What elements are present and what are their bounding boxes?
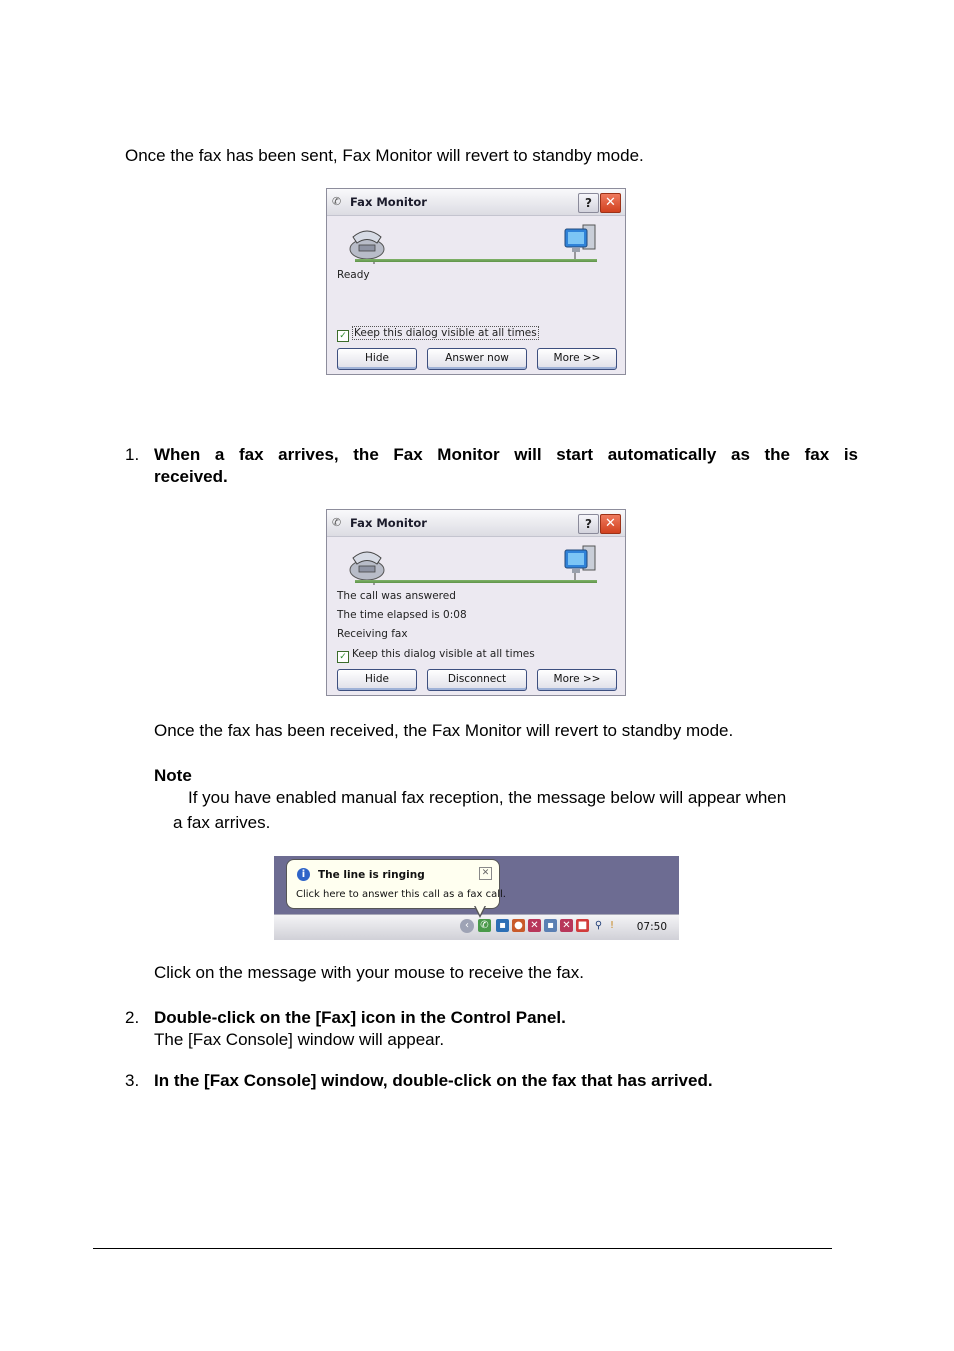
tray-chevron-icon[interactable]: ‹ (460, 919, 474, 933)
after-receive-text: Once the fax has been received, the Fax Monitor will revert to standby mode. (154, 721, 734, 740)
info-icon: i (297, 868, 310, 881)
computer-icon (561, 542, 601, 582)
close-button[interactable]: ✕ (600, 514, 621, 534)
fax-monitor-icon: ✆ (332, 516, 342, 529)
hide-button[interactable]: Hide (337, 669, 417, 691)
step1-number: 1. (125, 445, 140, 464)
balloon-title: The line is ringing (318, 869, 425, 881)
taskbar-notification (274, 856, 679, 940)
checkmark-icon[interactable]: ✓ (337, 330, 349, 342)
answer-now-button[interactable]: Answer now (427, 348, 527, 370)
note-line1: If you have enabled manual fax reception, the message below will appear when (188, 788, 787, 807)
step1-text-line2: received. (154, 467, 228, 486)
title-bar (327, 510, 625, 537)
click-instruction: Click on the message with your mouse to receive the fax. (154, 963, 584, 982)
step3-text: In the [Fax Console] window, double-click on the fax that has arrived. (154, 1071, 713, 1090)
more-button[interactable]: More >> (537, 669, 617, 691)
balloon-tail-fill (475, 905, 485, 915)
hide-button[interactable]: Hide (337, 348, 417, 370)
note-line2: a fax arrives. (173, 813, 271, 832)
tray-icon[interactable]: ● (512, 919, 525, 932)
dialog-title: Fax Monitor (350, 195, 427, 209)
tray-clock: 07:50 (636, 921, 667, 933)
fax-monitor-dialog-receiving (326, 509, 626, 696)
dialog-title: Fax Monitor (350, 516, 427, 530)
disconnect-button[interactable]: Disconnect (427, 669, 527, 691)
step1-text-line1: When a fax arrives, the Fax Monitor will start automatically as the fax is (154, 445, 858, 464)
tray-icon[interactable]: ▪ (544, 919, 557, 932)
keep-visible-checkbox[interactable] (337, 648, 535, 663)
ringing-balloon[interactable] (286, 859, 506, 909)
computer-icon (561, 221, 601, 261)
balloon-text: Click here to answer this call as a fax call. (296, 889, 506, 900)
step3-number: 3. (125, 1071, 140, 1090)
status-line: Receiving fax (337, 628, 408, 640)
balloon-close-icon[interactable]: ✕ (479, 867, 492, 880)
footer-rule (93, 1248, 832, 1249)
step2-number: 2. (125, 1008, 140, 1027)
search-tray-icon[interactable]: ⚲ (594, 920, 603, 931)
close-button[interactable]: ✕ (600, 193, 621, 213)
step2-sub: The [Fax Console] window will appear. (154, 1030, 445, 1049)
more-button[interactable]: More >> (537, 348, 617, 370)
keep-visible-label: Keep this dialog visible at all times (354, 327, 537, 339)
network-tray-icon[interactable]: ▪ (496, 919, 509, 932)
intro-text: Once the fax has been sent, Fax Monitor will revert to standby mode. (125, 146, 644, 165)
tray-icon[interactable]: ■ (577, 920, 588, 931)
tray-icon[interactable]: ✕ (560, 919, 573, 932)
title-bar (327, 189, 625, 216)
note-heading: Note (154, 766, 192, 785)
help-button[interactable]: ? (578, 514, 599, 534)
status-line: The call was answered (337, 590, 456, 602)
tray-icon[interactable]: ! (609, 920, 614, 931)
connection-line (355, 580, 597, 583)
tray-icon[interactable]: ✕ (528, 919, 541, 932)
checkmark-icon[interactable]: ✓ (337, 651, 349, 663)
connection-line (355, 259, 597, 262)
keep-visible-checkbox[interactable] (337, 327, 539, 342)
fax-monitor-icon: ✆ (332, 195, 342, 208)
step2-text: Double-click on the [Fax] icon in the Control Panel. (154, 1008, 566, 1027)
fax-tray-icon[interactable]: ✆ (478, 919, 491, 932)
status-line: Ready (337, 269, 370, 281)
keep-visible-label: Keep this dialog visible at all times (352, 648, 535, 660)
fax-monitor-dialog-standby (326, 188, 626, 375)
help-button[interactable]: ? (578, 193, 599, 213)
status-line: The time elapsed is 0:08 (337, 609, 467, 621)
